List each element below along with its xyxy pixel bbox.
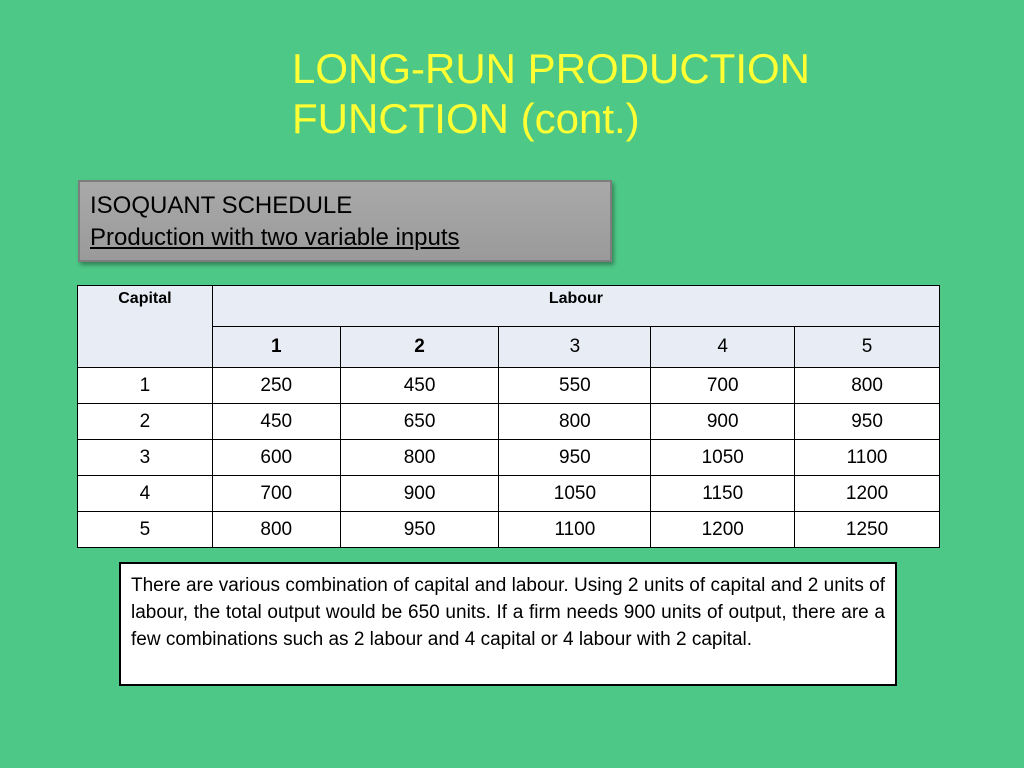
output-cell: 450 (212, 404, 340, 440)
output-cell: 800 (499, 404, 651, 440)
capital-cell: 5 (78, 512, 213, 548)
labour-unit: 1 (212, 327, 340, 368)
output-cell: 950 (340, 512, 499, 548)
output-cell: 1100 (795, 440, 940, 476)
table-row (78, 476, 940, 512)
slide-title-line-2: FUNCTION (cont.) (292, 95, 640, 142)
labour-unit: 5 (795, 327, 940, 368)
labour-unit: 2 (340, 327, 499, 368)
table-row (78, 440, 940, 476)
table-row (78, 512, 940, 548)
capital-cell: 1 (78, 368, 213, 404)
output-cell: 800 (212, 512, 340, 548)
schedule-heading-box (78, 180, 612, 262)
table-row (78, 404, 940, 440)
output-cell: 1050 (499, 476, 651, 512)
labour-unit: 3 (499, 327, 651, 368)
output-cell: 800 (340, 440, 499, 476)
explanation-text-box: There are various combination of capital and labour. Using 2 units of capital and 2 units of labour, the total output would be 650 units. If a firm needs 900 units of output, there are a few combinations such as 2 labour and 4 capital or 4 labour with 2 capital. (119, 562, 897, 686)
output-cell: 1200 (795, 476, 940, 512)
output-cell: 250 (212, 368, 340, 404)
capital-cell: 4 (78, 476, 213, 512)
table-row (78, 368, 940, 404)
output-cell: 950 (499, 440, 651, 476)
capital-header: Capital (78, 286, 213, 368)
schedule-subheading: Production with two variable inputs (90, 224, 460, 251)
output-cell: 700 (651, 368, 795, 404)
output-cell: 650 (340, 404, 499, 440)
output-cell: 550 (499, 368, 651, 404)
output-cell: 1250 (795, 512, 940, 548)
output-cell: 600 (212, 440, 340, 476)
output-cell: 900 (340, 476, 499, 512)
isoquant-table (77, 285, 940, 548)
output-cell: 700 (212, 476, 340, 512)
labour-unit: 4 (651, 327, 795, 368)
labour-header: Labour (212, 286, 939, 327)
output-cell: 1100 (499, 512, 651, 548)
schedule-heading: ISOQUANT SCHEDULE (90, 192, 353, 219)
output-cell: 800 (795, 368, 940, 404)
output-cell: 900 (651, 404, 795, 440)
slide-title-line-1: LONG-RUN PRODUCTION (292, 45, 811, 92)
slide-title (292, 44, 992, 144)
capital-cell: 3 (78, 440, 213, 476)
output-cell: 950 (795, 404, 940, 440)
capital-cell: 2 (78, 404, 213, 440)
output-cell: 450 (340, 368, 499, 404)
output-cell: 1050 (651, 440, 795, 476)
output-cell: 1150 (651, 476, 795, 512)
output-cell: 1200 (651, 512, 795, 548)
